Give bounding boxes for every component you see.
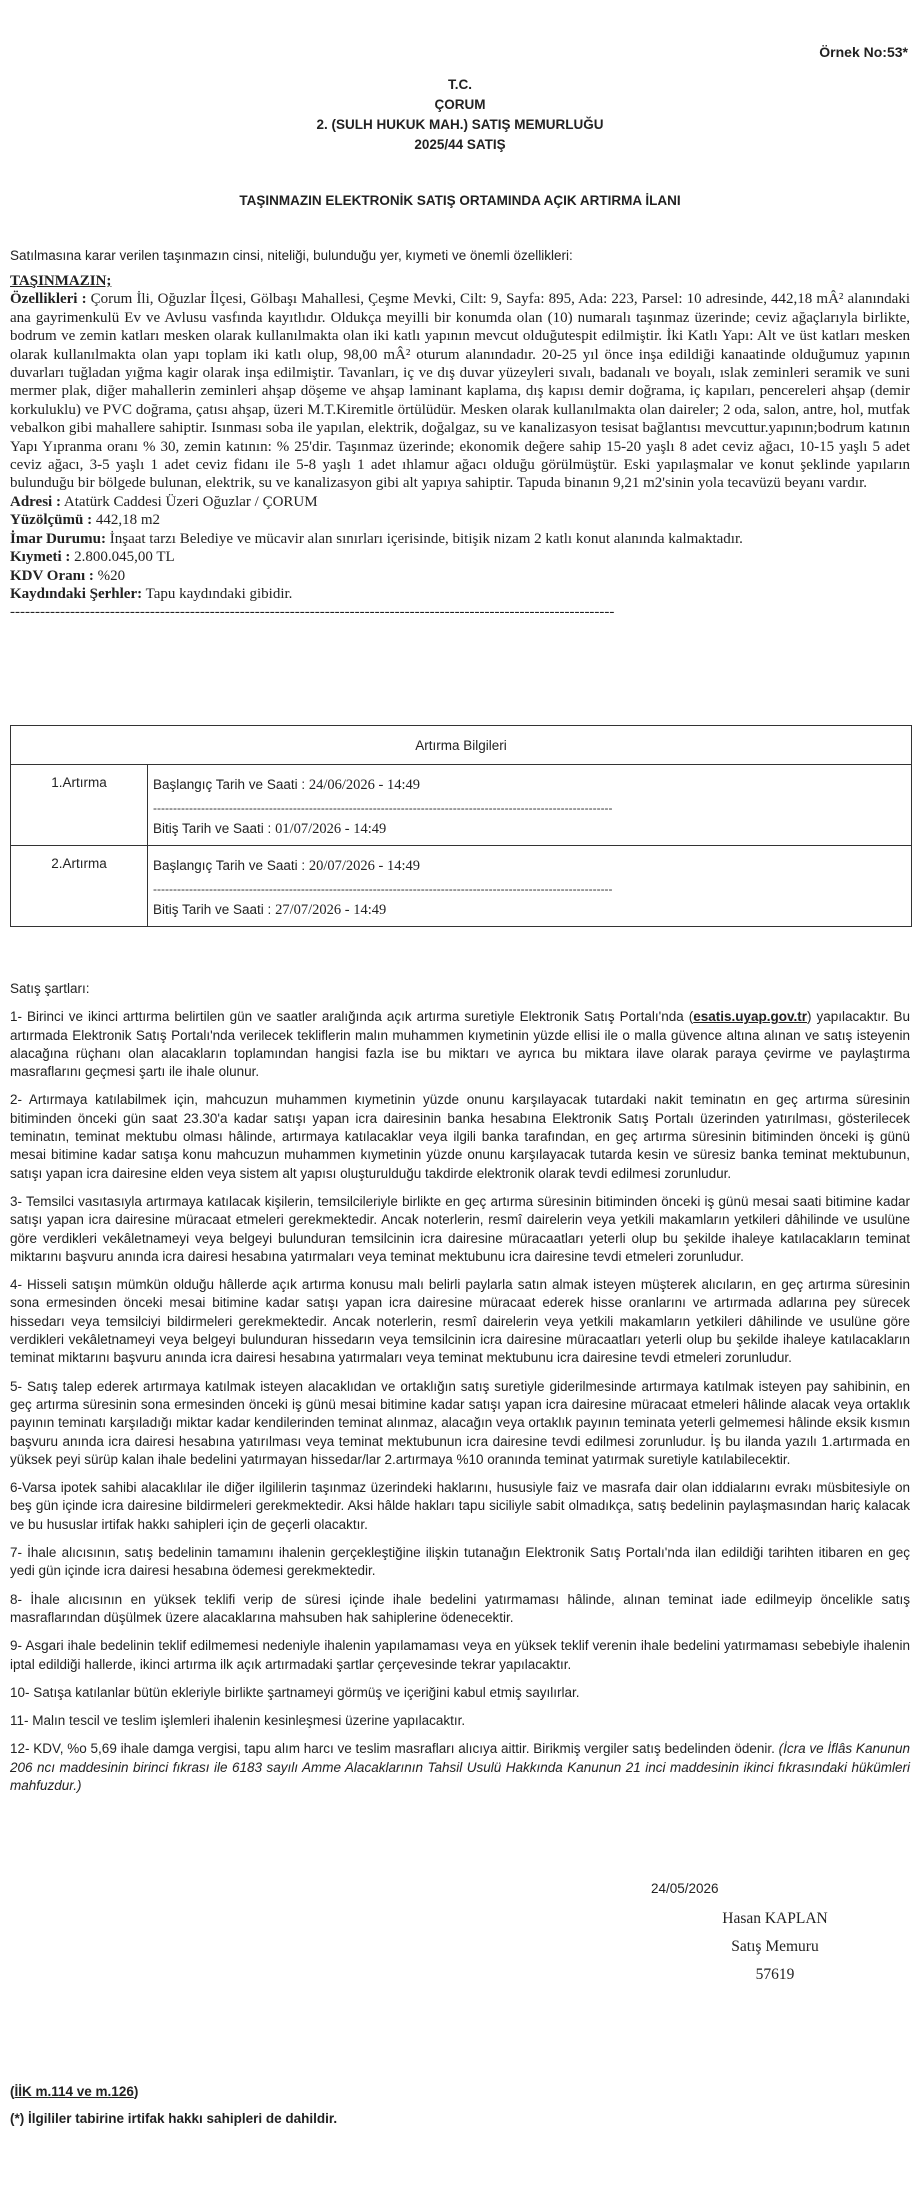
condition-8: 8- İhale alıcısının en yüksek teklifi verip de süresi içinde ihale bedelini yatırmaması hâlinde, alınan teminat iade edilmeyip öncelikle satış masraflarından düşülmek üzere alacaklarına mahsuben hak sahiplerine ödenecektir.: [10, 1591, 910, 1625]
ref-close: ): [133, 2084, 139, 2099]
condition-1: [10, 1008, 910, 1081]
property-heading: TAŞINMAZIN;: [10, 273, 112, 289]
esatis-link[interactable]: esatis.uyap.gov.tr: [693, 1009, 807, 1025]
condition-6: 6-Varsa ipotek sahibi alacaklılar ile diğer ilgililerin taşınmaz üzerindeki haklarını, hususiyle faiz ve masrafa dair olan iddialarını evrakı müsbitesiyle on beş gün içinde icra dairesine bildirmeleri gerekmektedir. Aksi hâlde hakları tapu siciliyle sabit olmadıkça, satış bedelinin paylaşmasından hariç kalacak ve bu hususlar irtifak hakkı sahipleri için de geçerli olacaktır.: [10, 1480, 910, 1532]
condition-7: 7- İhale alıcısının, satış bedelinin tamamını ihalenin gerçekleştiğine ilişkin tutanağın Elektronik Satış Portalı'nda ilan edildiği tarihten itibaren en geç yedi gün içinde icra dairesi hesabına ödemesi gerekmektedir.: [10, 1545, 910, 1579]
condition-10: 10- Satışa katılanlar bütün ekleriyle birlikte şartnameyi görmüş ve içeriğini kabul etmiş sayılırlar.: [10, 1684, 580, 1700]
signer-role: Satış Memuru: [731, 1938, 819, 1955]
header-tc: T.C.: [447, 77, 472, 92]
property-features: [10, 290, 910, 492]
auction-2-separator: -------------------------------------------------------------------------------------------------------------------: [153, 882, 613, 896]
property-annotations: [10, 585, 910, 603]
auction-2-label: 2.Artırma: [11, 846, 148, 927]
annotations-value: Tapu kaydındaki gibidir.: [142, 585, 293, 602]
property-address: [10, 493, 910, 511]
law-reference: [10, 2084, 138, 2099]
ref-open: (: [10, 2084, 15, 2099]
auction-2-end: 27/07/2026 - 14:49: [275, 902, 387, 918]
auction-2-start: 20/07/2026 - 14:49: [308, 858, 421, 874]
table-row: [11, 846, 912, 927]
auction-1-end-label: Bitiş Tarih ve Saati :: [153, 821, 276, 836]
condition-12: [10, 1740, 910, 1795]
property-value: [10, 548, 910, 566]
auction-table: [10, 725, 912, 927]
dash-separator: -------------------------------------------------------------------------------------------------------------------------: [10, 604, 615, 621]
document-header: [0, 75, 920, 155]
header-city: ÇORUM: [434, 97, 486, 112]
address-value: Atatürk Caddesi Üzeri Oğuzlar / ÇORUM: [60, 493, 318, 510]
intro-text: Satılmasına karar verilen taşınmazın cinsi, niteliği, bulunduğu yer, kıymeti ve önemli özellikleri:: [10, 248, 573, 263]
features-text: Çorum İli, Oğuzlar İlçesi, Gölbaşı Mahallesi, Çeşme Mevki, Cilt: 9, Sayfa: 895, Ada: 223, Parsel: 10 adresinde, 442,18 mÂ² alanındaki ana gayrimenkulü Ev ve Avlusu vasfında kayıtlıdır. Oldukça meyilli bir konumda olan (10) numaralı taşınmaz üzerinde; ceviz ağaçlarıyla birlikte, bodrum ve zemin katları mesken olarak kullanılmakta olan iki katlı yapının mevcut olduğutespit edilmiştir. İki Katlı Yapı: Alt ve üst katları mesken olarak kullanılmakta olan yapı toplam iki katlı olup, 98,00 mÂ² oturum alanındadır. 20-25 yıl önce inşa edildiği kanaatinde olduğumuz yapının duvarları tuğladan yığma kagir olarak inşa edilmiştir. Tavanları, iç ve dış duvar yüzeyleri sıvalı, badanalı ve boyalı, ıslak zeminleri seramik ve suni mermer plak, diğer mahallerin zeminleri ahşap döşeme ve ahşap laminant kaplama, dış kapısı demir doğrama, iç kapıları, pencereleri ahşap (demir korkuluklu) ve PVC doğrama, çatısı ahşap, üzeri M.T.Kiremitle örtülüdür. Mesken olarak kullanılmakta olan daireler; 2 oda, salon, antre, hol, mutfak vebalkon gibi mahallere sahiptir. Isınması soba ile yapılan, elektrik, doğalgaz, su ve kanalizasyon tesisat bağlantısı mevcuttur.yapının;bodrum katının Yapı Yıpranma oranı % 30, zemin katının: % 25'dir. Taşınmaz üzerinde; ekonomik değere sahip 15-20 yaşlı 8 adet ceviz ağacı, 10-15 yaşlı 5 adet ceviz ağacı, 3-5 yaşlı 1 adet ceviz fidanı ile 5-8 yaşlı 1 adet ıhlamur ağacı olduğu görülmüştür. Eski yapılaşmalar ve konut şeklinde yapıların bulunduğu bir bölgede bulunan, elektrik, su ve kanalizasyon gibi alt yapıya sahiptir. Tapuda binanın 9,21 m2'sinin yola tecavüzü beyanı vardır.: [10, 291, 910, 492]
address-label: Adresi :: [10, 493, 61, 510]
sale-conditions: [10, 980, 910, 1805]
vat-label: KDV Oranı :: [10, 567, 94, 584]
area-value: 442,18 m2: [92, 512, 161, 529]
condition-1-text-b: ) yapılacaktır. Bu artırmada Elektronik Satış Portalı'nda verilecek tekliflerin malın muhammen kıymetinin yüzde ellisi ile o malla güvence altına alınan ve satış isteyenin alacağına rüçhanı olan alacakların toplamından hangisi fazla ise bu miktarı ve ayrıca bu miktara ilave olarak paraya çevirme ve paylaştırma masraflarını geçmesi şartı ile ihale olunur.: [10, 1009, 910, 1080]
signer-name: Hasan KAPLAN: [722, 1910, 828, 1927]
auction-1-start: 24/06/2026 - 14:49: [308, 777, 421, 793]
table-row: [11, 765, 912, 846]
signature-block: [660, 1905, 890, 1989]
zoning-value: İnşaat tarzı Belediye ve mücavir alan sınırları içerisinde, bitişik nizam 2 katlı konut alanında kalmaktadır.: [105, 530, 743, 547]
auction-2-end-label: Bitiş Tarih ve Saati :: [153, 902, 276, 917]
condition-2: 2- Artırmaya katılabilmek için, mahcuzun muhammen kıymetinin yüzde onunu karşılayacak tutardaki nakit teminatın en geç artırma süresinin bitiminden önceki gün saat 23.30'a kadar satışı yapan icra dairesinin banka hesabına Elektronik Satış Portalı üzerinden yatırılması, gösterilecek teminatın, teminat mektubu olması hâlinde, artırmaya katılacaklar veya ilgili banka tarafından, en geç artırma süresinin bitiminden önceki iş günü mesai bitimine kadar satışa konu mahcuzun muhammen kıymetinin yüzde onunu karşılayacak tutarda kesin ve süresiz banka teminat mektubunun, satışı yapan icra dairesine elden veya sistem alt yapısı oluşturulduğu takdirde elektronik olarak tevdi edilmesi zorunludur.: [10, 1092, 910, 1181]
value-amount: 2.800.045,00 TL: [70, 549, 175, 566]
auction-1-end: 01/07/2026 - 14:49: [275, 821, 387, 837]
signer-number: 57619: [755, 1966, 795, 1983]
auction-1-start-label: Başlangıç Tarih ve Saati :: [153, 777, 309, 792]
property-area: [10, 511, 910, 529]
features-label: Özellikleri :: [10, 291, 87, 308]
condition-4: 4- Hisseli satışın mümkün olduğu hâllerde açık artırma konusu malı belirli paylarla satın almak isteyen müşterek alıcıların, en geç artırma süresinin sona ermesinden önceki mesai bitimine kadar satışı yapan icra dairesine müracaat ederek hisse oranlarını ve artırmada adlarına pey sürecek hissedarı veya temsilciyi bildirmeleri gerekmektedir. Ancak noterlerin, resmî dairelerin veya yetkili makamların yetkileri dâhilinde ve usulüne göre verdikleri vekâletnameyi veya belgeyi bulunduran hissedarın veya temsilcinin icra dairesine müracaatları yeterli olup bu şekilde ihaleye katılacakların teminat miktarını başvuru anında icra dairesi hesabına yatırmaları veya teminat mektubunu icra dairesine tevdi etmeleri zorunludur.: [10, 1277, 910, 1366]
signature-date: 24/05/2026: [651, 1881, 719, 1896]
auction-2-start-label: Başlangıç Tarih ve Saati :: [153, 858, 309, 873]
document-title: TAŞINMAZIN ELEKTRONİK SATIŞ ORTAMINDA AÇIK ARTIRMA İLANI: [239, 193, 681, 208]
annotations-label: Kaydındaki Şerhler:: [10, 585, 143, 602]
condition-9: 9- Asgari ihale bedelinin teklif edilmemesi nedeniyle ihalenin yapılamaması veya en yüksek teklif verenin ihale bedelini yatırmaması sebebiyle ihalenin iptal edildiği hallerde, ikinci artırma ilk açık artırmadaki şartlar çerçevesinde tekrar yapılacaktır.: [10, 1638, 910, 1672]
property-details: [10, 272, 910, 622]
footer-note: (*) İlgililer tabirine irtifak hakkı sahipleri de dahildir.: [10, 2111, 338, 2126]
zoning-label: İmar Durumu:: [10, 530, 106, 547]
property-vat: [10, 567, 910, 585]
header-file-no: 2025/44 SATIŞ: [414, 137, 506, 152]
ornek-no: Örnek No:53*: [819, 44, 908, 60]
auction-2-dates: [148, 846, 912, 927]
property-zoning: [10, 530, 910, 548]
condition-3: 3- Temsilci vasıtasıyla artırmaya katılacak kişilerin, temsilcileriyle birlikte en geç artırma süresinin bitiminden önceki iş günü mesai saati bitimine kadar satışı yapan icra dairesine müracaat etmeleri gerekmektedir. Ancak noterlerin, resmî dairelerin veya yetkili makamların yetkileri dâhilinde ve usulüne göre verdikleri vekâletnameyi veya belgeyi bulunduran temsilcinin icra dairesine müracaatları yeterli olup bu şekilde ihaleye katılacakların teminat miktarını başvuru anında icra dairesi hesabına yatırmaları veya teminat mektubunu icra dairesine tevdi etmeleri zorunludur.: [10, 1193, 910, 1264]
vat-value: %20: [93, 567, 126, 584]
condition-12-note: (İcra ve İflâs Kanunun 206 ncı maddesinin birinci fıkrası ile 6183 sayılı Amme Alacaklarının Tahsil Usulü Hakkında Kanunun 21 inci maddesinin ikinci fıkrasındaki hükümleri mahfuzdur.): [10, 1741, 910, 1793]
auction-1-dates: [148, 765, 912, 846]
ref-text: İİK m.114 ve m.126: [14, 2084, 134, 2099]
condition-12-text: 12- KDV, %o 5,69 ihale damga vergisi, tapu alım harcı ve teslim masrafları alıcıya aittir. Birikmiş vergiler satış bedelinden ödenir.: [10, 1741, 779, 1757]
condition-5: 5- Satış talep ederek artırmaya katılmak isteyen alacaklıdan ve ortaklığın satış suretiyle giderilmesinde artırmaya katılmak isteyen pay sahibinin, en geç artırma süresinin sona ermesinden önceki iş günü mesai bitimine kadar satışı yapan icra dairesine müracaat etmeleri hâlinde alacak veya ortaklık payının teminatı karşıladığı miktar kadar kendilerinden teminat alınmaz, alacağın veya ortaklık payının teminata yeterli gelmemesi hâlinde eksik kısmın başvuru anında icra dairesi hesabına yatırılması veya teminat mektubunun icra dairesine tevdi edilmesi zorunludur. İş bu ilanda yazılı 1.artırmada en yüksek peyi sürüp kalan ihale bedelini yatırmayan hissedar/lar 2.artırmaya %10 oranında teminat yatırmak suretiyle katılabilecektir.: [10, 1378, 910, 1467]
auction-1-label: 1.Artırma: [11, 765, 148, 846]
auction-1-separator: -------------------------------------------------------------------------------------------------------------------: [153, 801, 613, 815]
value-label: Kıymeti :: [10, 549, 71, 566]
conditions-heading: Satış şartları:: [10, 981, 90, 996]
auction-table-header: Artırma Bilgileri: [11, 726, 912, 765]
condition-1-text-a: 1- Birinci ve ikinci arttırma belirtilen gün ve saatler aralığında açık artırma suretiyle Elektronik Satış Portalı'nda (: [10, 1009, 694, 1025]
header-office: 2. (SULH HUKUK MAH.) SATIŞ MEMURLUĞU: [316, 117, 604, 132]
condition-11: 11- Malın tescil ve teslim işlemleri ihalenin kesinleşmesi üzerine yapılacaktır.: [10, 1713, 466, 1729]
area-label: Yüzölçümü :: [10, 512, 93, 529]
